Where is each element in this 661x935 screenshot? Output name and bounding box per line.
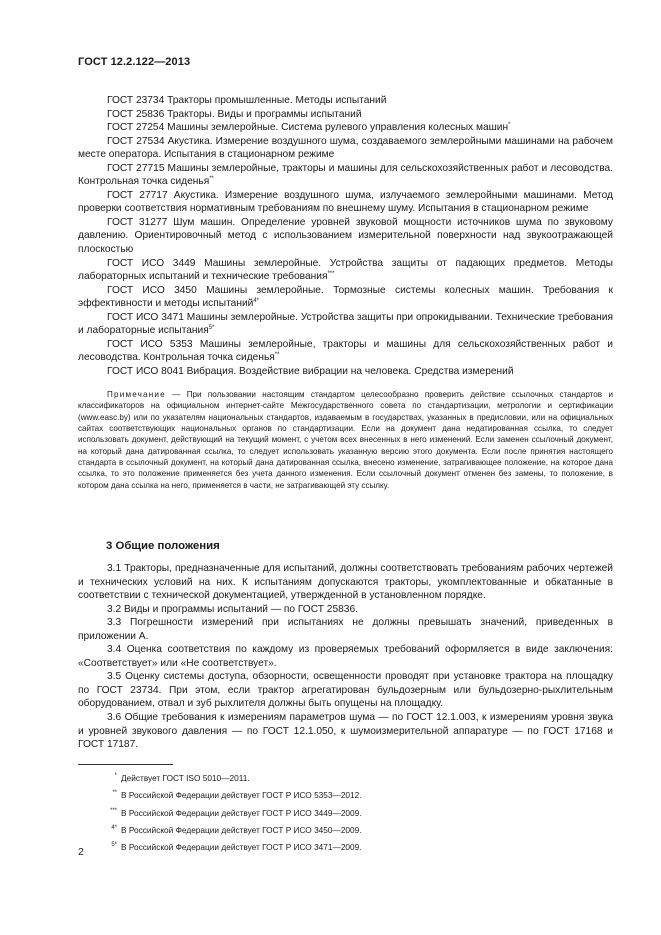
section-paragraph: 3.1 Тракторы, предназначенные для испытаний, должны соответствовать требованиям рабочих чертежей и технических условий на них. К испытаниям допускаются тракторы, укомплектованные и обкатанные в соответствии с технической документацией, утвержденной в установленном порядке. [78,563,613,602]
section-title: 3 Общие положения [106,540,220,552]
reference-item: ГОСТ 27717 Акустика. Измерение воздушного шума, излучаемого землеройными машинами. Метод проверки соответствия нормативным требованиям по внешнему шуму. Испытания в стационарном режиме [78,189,613,215]
reference-item: ГОСТ 25836 Тракторы. Виды и программы испытаний [107,108,362,120]
reference-item: ГОСТ ИСО 5353 Машины землеройные, тракторы и машины для сельскохозяйственных работ и лесоводства. Контрольная точка сиденья** [78,338,613,364]
footnote-mark: *** [327,271,335,278]
section-paragraph: 3.6 Общие требования к измерениям параметров шума — по ГОСТ 12.1.003, к измерениям уровня звука и уровней звукового давления — по ГОСТ 12.1.050, к шумоизмерительной аппаратуре — по ГОСТ 17168 и ГОСТ 17187. [78,712,613,751]
footnote-mark: ** [274,352,280,359]
footnote-mark: *** [109,807,117,814]
reference-item: ГОСТ ИСО 8041 Вибрация. Воздействие вибрации на человека. Средства измерений [107,365,514,377]
reference-item: ГОСТ 23734 Тракторы промышленные. Методы испытаний [107,95,387,106]
footnote-item: ** В Российской Федерации действует ГОСТ Р ИСО 5353—2012. [78,786,613,803]
footnotes-list [78,769,613,855]
note-lead: Примечание [107,390,166,399]
footnote-divider [78,764,173,765]
footnote-mark: 4* [253,298,260,305]
footnote-mark: 5* [208,325,215,332]
section-body [78,562,613,752]
references-note [78,389,613,491]
footnote-mark: * [114,773,117,779]
reference-item: ГОСТ 27254 Машины землеройные. Система рулевого управления колесных машин* [107,122,511,134]
normative-references-list [78,94,613,378]
footnote-mark: * [508,122,511,129]
footnote-mark: 5* [111,842,117,849]
note-text: — При пользовании настоящим стандартом целесообразно проверить действие ссылочных стандартов и классификаторов на официальном интернет-сайте Межгосударственного совета по стандартизации, метрологии и сертификации (www.easc.by) или по указателям национальных стандартов, издаваемым в государствах, указанных в предисловии, или на официальных сайтах соответствующих национальных органов по стандартизации. Если на документ дана недатированная ссылка, то следует использовать документ, действующий на текущий момент, с учетом всех внесенных в него изменений. Если заменен ссылочный документ, на который дана датированная ссылка, то следует использовать указанную версию этого документа. Если после принятия настоящего стандарта в ссылочный документ, на который дана датированная ссылка, внесено изменение, затрагивающее положение, на которое дана ссылка, то это положение применяется без учета данного изменения. Если ссылочный документ отменен без замены, то положение, в котором дана ссылка на него, применяется в части, не затрагивающей эту ссылку. [78,390,613,490]
section-paragraph: 3.5 Оценку системы доступа, обзорности, освещенности проводят при установке трактора на площадку по ГОСТ 23734. При этом, если трактор агрегатирован бульдозерным или бульдозерно-рыхлительным оборудованием, отвал и зуб рыхлителя должны быть опущены на площадку. [78,671,613,710]
footnote-item: 4* В Российской Федерации действует ГОСТ Р ИСО 3450—2009. [78,821,613,838]
footnote-mark: ** [112,790,117,797]
reference-item: ГОСТ ИСО 3450 Машины землеройные. Тормозные системы колесных машин. Требования к эффективности и методы испытаний$^{4*}$ [78,284,613,310]
reference-item: ГОСТ ИСО 3449 Машины землеройные. Устройства защиты от падающих предметов. Методы лабораторных испытаний и технические требования*** [78,257,613,283]
footnote-item: *** В Российской Федерации действует ГОСТ Р ИСО 3449—2009. [78,804,613,821]
reference-item: ГОСТ 27715 Машины землеройные, тракторы и машины для сельскохозяйственных работ и лесоводства. Контрольная точка сиденья** [78,162,613,188]
footnote-mark: ** [209,176,214,183]
footnote-item: 5* В Российской Федерации действует ГОСТ Р ИСО 3471—2009. [78,838,613,855]
footnote-item: * Действует ГОСТ ISO 5010—2011. [78,769,613,786]
reference-item: ГОСТ ИСО 3471 Машины землеройные. Устройства защиты при опрокидывании. Технические требования и лабораторные испытания$^{5*}$ [78,311,613,337]
section-paragraph: 3.2 Виды и программы испытаний — по ГОСТ 25836. [107,603,358,615]
section-paragraph: 3.4 Оценка соответствия по каждому из проверяемых требований оформляется в виде заключения: «Соответствует» или «Не соответствует». [78,644,613,669]
section-paragraph: 3.3 Погрешности измерений при испытаниях не должны превышать значений, приведенных в приложении А. [78,617,613,642]
footnote-mark: 4* [111,824,117,831]
page-number: 2 [78,846,84,858]
reference-item: ГОСТ 31277 Шум машин. Определение уровней звуковой мощности источников шума по звуковому давлению. Ориентировочный метод с использованием измерительной поверхности над звукоотражающей плоскостью [78,216,613,256]
reference-item: ГОСТ 27534 Акустика. Измерение воздушного шума, создаваемого землеройными машинами на рабочем месте оператора. Испытания в стационарном режиме [78,135,613,161]
document-code-header: ГОСТ 12.2.122—2013 [78,56,191,68]
